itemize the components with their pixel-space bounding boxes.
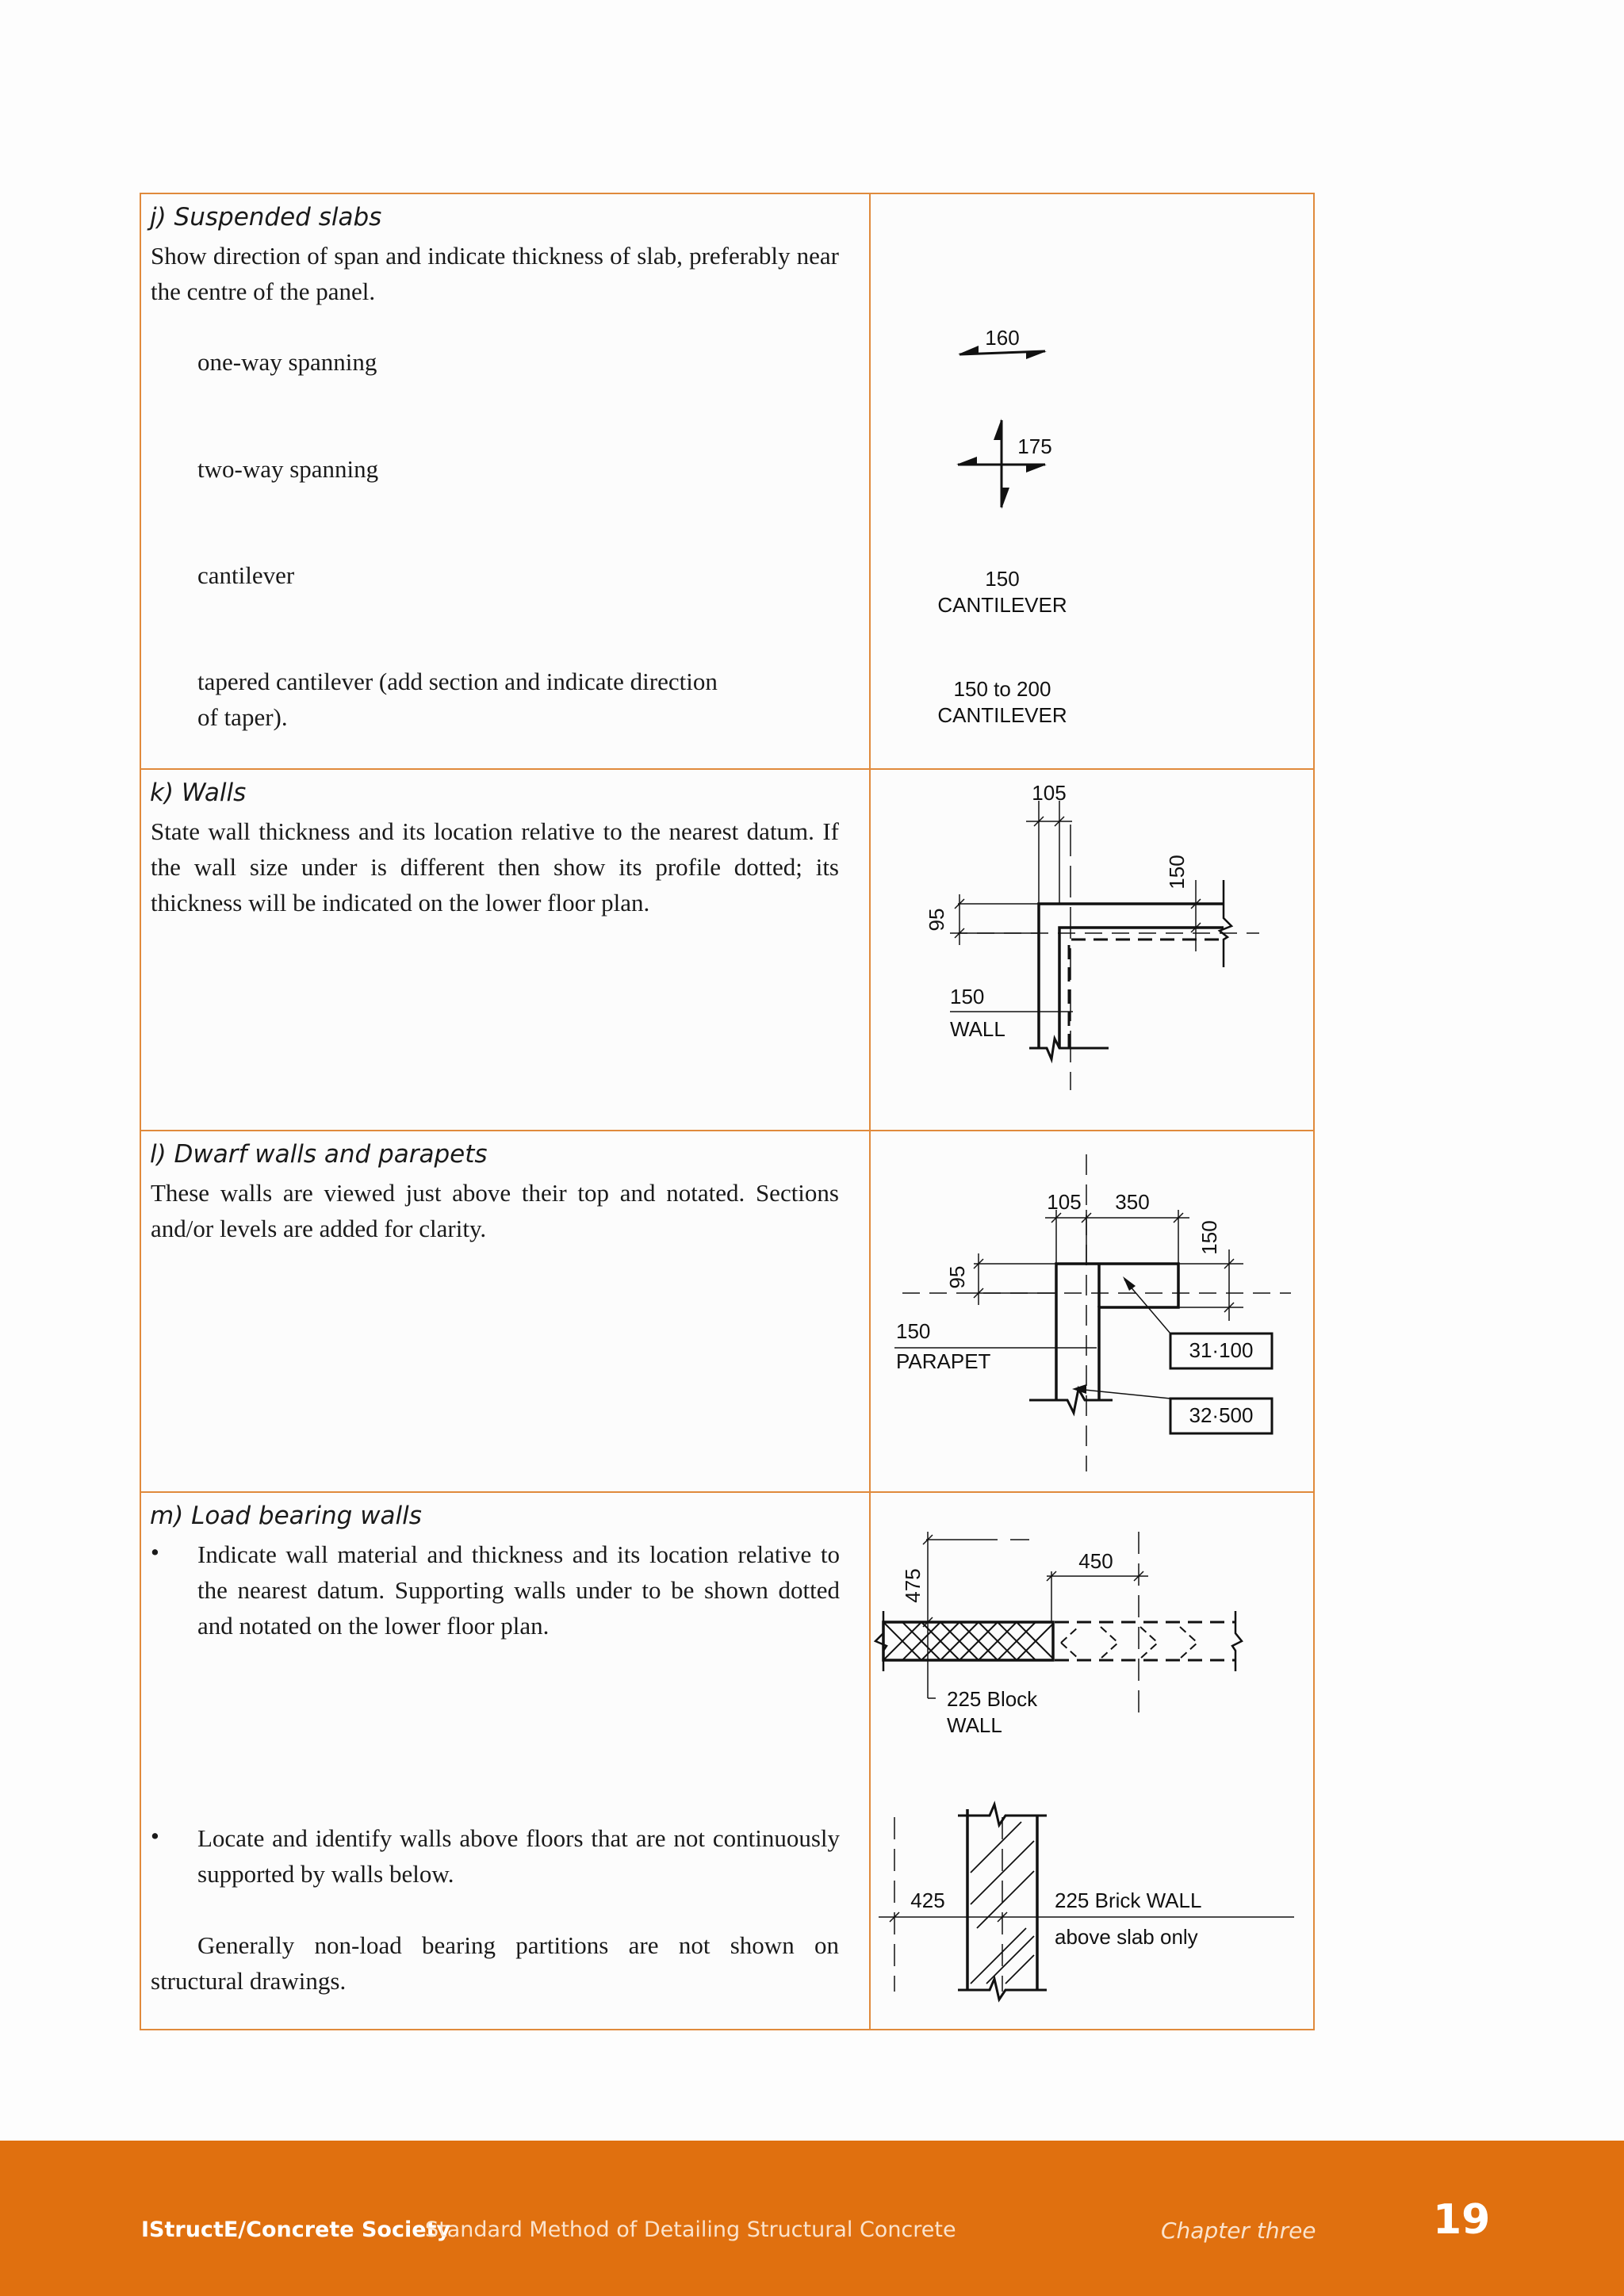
section-l-heading: l) Dwarf walls and parapets [150,1140,488,1169]
parapet-dim-105: 105 [1047,1190,1082,1214]
bullet-marker: • [151,1538,159,1566]
section-m-heading: m) Load bearing walls [150,1502,422,1530]
section-k-heading: k) Walls [150,779,247,807]
parapet-figure [871,1131,1315,1492]
tapered-thickness: 150 to 200 [953,677,1051,701]
partition-note: Generally non-load bearing partitions are not shown on structural drawings. [151,1931,839,1995]
wall-plan-figure [871,769,1315,1131]
section-j-description: Show direction of span and indicate thickness of slab, preferably near the centre of the panel. [151,242,839,305]
bullet-2-text: Locate and identify walls above floors that are not continuously supported by walls below. [197,1824,840,1888]
parapet-dim-150: 150 [1197,1220,1221,1255]
footer-chapter: Chapter three [1161,2218,1316,2244]
tapered-label: CANTILEVER [937,703,1067,727]
load-bearing-wall-figure [871,1492,1315,2031]
item-cantilever: cantilever [197,561,295,589]
parapet-label: PARAPET [896,1349,991,1373]
parapet-thickness: 150 [896,1319,931,1343]
cantilever-label: CANTILEVER [937,593,1067,617]
wall-label: WALL [950,1017,1005,1041]
item-tapered-cantilever-cont: of taper). [197,703,288,731]
block-wall-label-1: 225 Block [947,1687,1038,1711]
parapet-dim-350: 350 [1115,1190,1150,1214]
level-box-2: 32·500 [1189,1403,1254,1427]
footer-organisation: IStructE/Concrete Society [141,2218,451,2242]
wall-dim-left: 95 [925,908,948,932]
section-l-description: These walls are viewed just above their top and notated. Sections and/or levels are added for clarity. [151,1179,839,1242]
item-one-way: one-way spanning [197,348,377,376]
section-j-heading: j) Suspended slabs [150,203,382,232]
brick-wall-label-1: 225 Brick WALL [1055,1888,1202,1912]
item-two-way: two-way spanning [197,455,379,483]
wall-dim-top: 105 [1032,781,1067,805]
bullet-1-text: Indicate wall material and thickness and its location relative to the nearest datum. Supporting walls under to be shown dotted and notated on the lower floor plan. [197,1540,840,1640]
parapet-dim-95: 95 [945,1265,969,1289]
cantilever-thickness: 150 [985,567,1020,591]
two-way-thickness: 175 [1017,434,1052,458]
level-box-1: 31·100 [1189,1338,1254,1362]
one-way-thickness: 160 [985,326,1020,350]
slab-symbols-figure [871,198,1315,769]
wall-thickness-label: 150 [950,985,985,1008]
two-way-span-symbol [956,419,1047,509]
block-wall-dim-475: 475 [901,1568,925,1603]
brick-wall-label-2: above slab only [1055,1925,1198,1949]
footer-publication-title: Standard Method of Detailing Structural Concrete [425,2218,956,2242]
bullet-marker: • [151,1822,159,1850]
wall-dim-right: 150 [1165,855,1189,890]
item-tapered-cantilever: tapered cantilever (add section and indicate direction [197,668,718,695]
block-wall-dim-450: 450 [1078,1549,1113,1573]
section-k-description: State wall thickness and its location relative to the nearest datum. If the wall size under is different then show its profile dotted; its thickness will be indicated on the lower floor plan. [151,817,839,916]
block-wall-label-2: WALL [947,1713,1002,1737]
brick-wall-dim-425: 425 [910,1888,945,1912]
page-number: 19 [1433,2196,1491,2244]
